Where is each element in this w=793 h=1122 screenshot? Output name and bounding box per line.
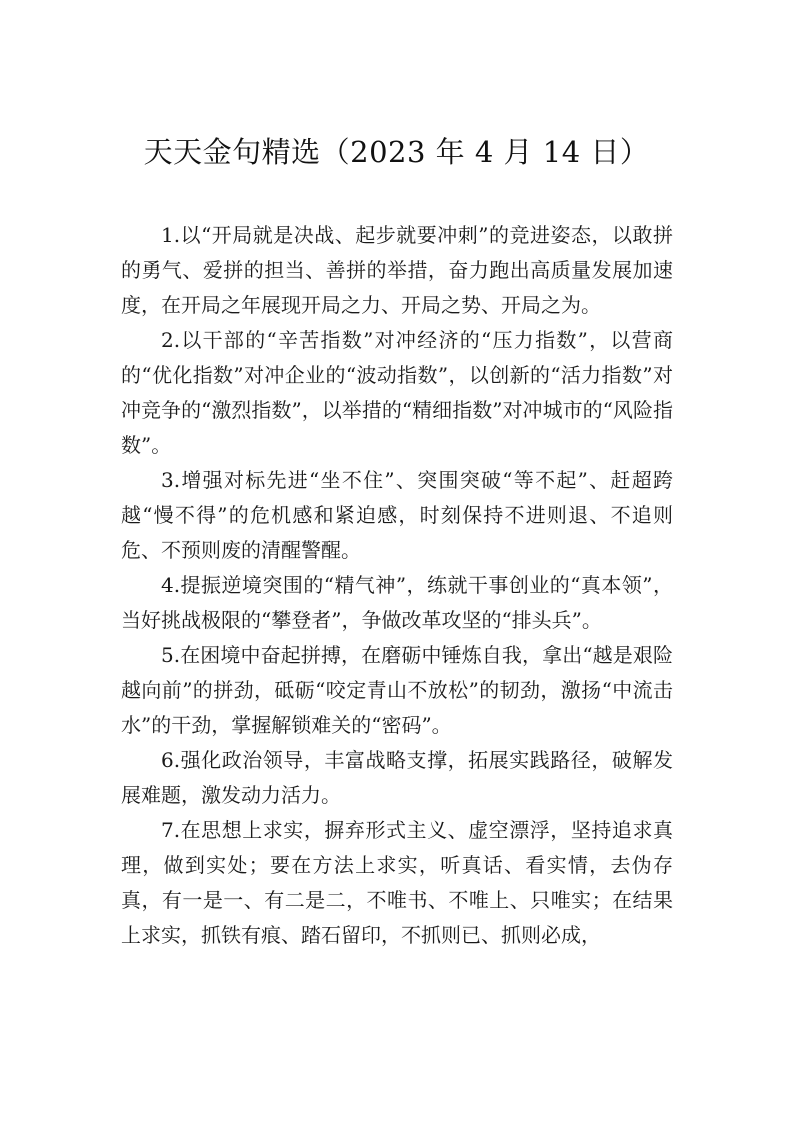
paragraph-5: 5.在困境中奋起拼搏，在磨砺中锤炼自我，拿出“越是艰险越向前”的拼劲，砥砺“咬定青山不放松”的韧劲，激扬“中流击水”的干劲，掌握解锁难关的“密码”。: [121, 643, 673, 737]
paragraph-1: 1.以“开局就是决战、起步就要冲刺”的竞进姿态，以敢拼的勇气、爱拼的担当、善拼的举措，奋力跑出高质量发展加速度，在开局之年展现开局之力、开局之势、开局之为。: [121, 223, 673, 317]
paragraph-4: 4.提振逆境突围的“精气神”，练就干事创业的“真本领”，当好挑战极限的“攀登者”，争做改革攻坚的“排头兵”。: [121, 573, 673, 632]
document-title: 天天金句精选（2023 年 4 月 14 日）: [143, 135, 650, 169]
paragraph-7: 7.在思想上求实，摒弃形式主义、虚空漂浮，坚持追求真理，做到实处；要在方法上求实，听真话、看实情，去伪存真，有一是一、有二是二，不唯书、不唯上、只唯实；在结果上求实，抓铁有痕、踏石留印，不抓则已、抓则必成，: [121, 818, 673, 947]
paragraph-6: 6.强化政治领导，丰富战略支撑，拓展实践路径，破解发展难题，激发动力活力。: [121, 748, 673, 807]
paragraph-3: 3.增强对标先进“坐不住”、突围突破“等不起”、赶超跨越“慢不得”的危机感和紧迫感，时刻保持不进则退、不追则危、不预则废的清醒警醒。: [121, 468, 673, 562]
paragraph-2: 2.以干部的“辛苦指数”对冲经济的“压力指数”，以营商的“优化指数”对冲企业的“波动指数”，以创新的“活力指数”对冲竞争的“激烈指数”，以举措的“精细指数”对冲城市的“风险指数”。: [121, 328, 673, 457]
document-body: [121, 218, 673, 953]
